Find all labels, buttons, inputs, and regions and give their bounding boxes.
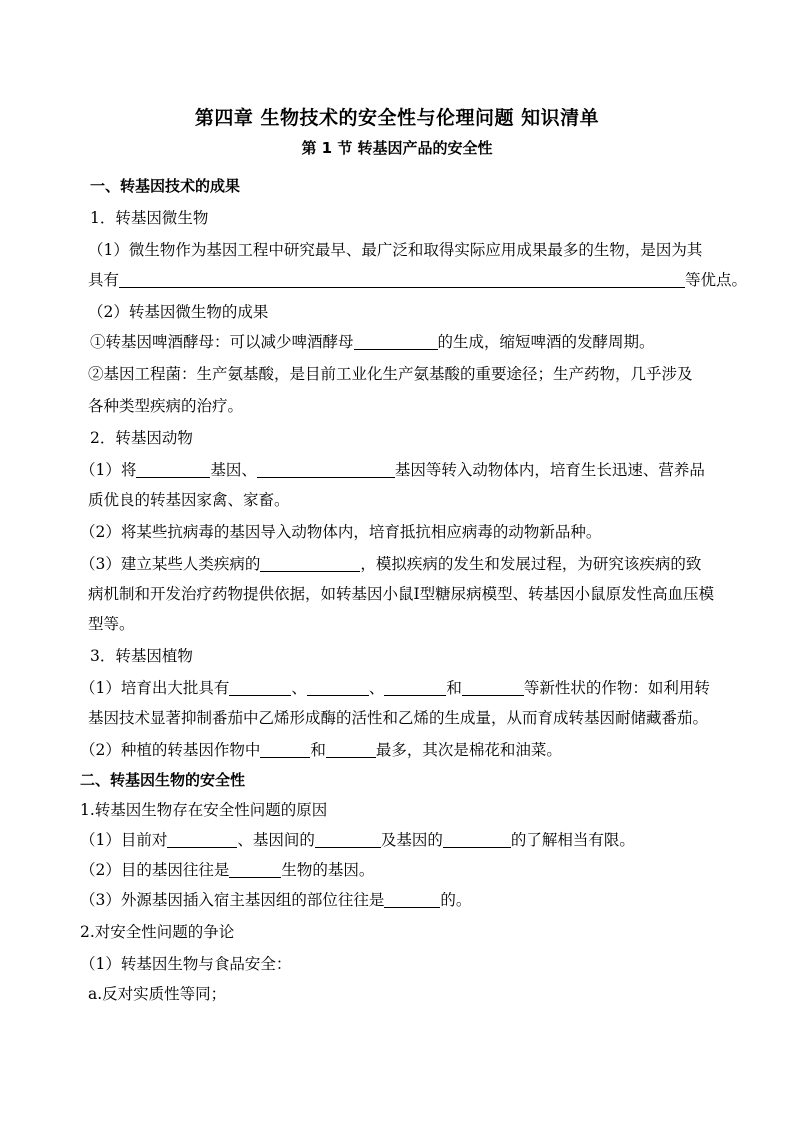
paragraph-animals-2: （2）将某些抗病毒的基因导入动物体内，培育抵抗相应病毒的动物新品种。: [80, 523, 602, 541]
fill-blank[interactable]: [462, 678, 524, 696]
text: ，模拟疾病的发生和发展过程，为研究该疾病的致: [360, 555, 702, 573]
text: 、: [368, 679, 385, 697]
paragraph-microbes-1a: （1）微生物作为基因工程中研究最早、最广泛和取得实际应用成果最多的生物，是因为其: [88, 241, 703, 259]
paragraph-debate-2: a.反对实质性等同；: [88, 985, 227, 1003]
text: 的。: [440, 891, 472, 909]
text: 基因、: [210, 461, 257, 479]
paragraph-engineered-bacteria-b: 各种类型疾病的治疗。: [88, 397, 244, 415]
fill-blank[interactable]: [326, 740, 376, 758]
subheading-reasons: 1.转基因生物存在安全性问题的原因: [80, 801, 328, 819]
paragraph-plants-2: [80, 740, 562, 760]
text: 、: [291, 679, 307, 697]
paragraph-debate-1: （1）转基因生物与食品安全：: [80, 955, 292, 973]
paragraph-reasons-2: [80, 860, 374, 880]
text: ①转基因啤酒酵母：可以减少啤酒酵母: [90, 333, 354, 351]
fill-blank[interactable]: [229, 860, 281, 878]
paragraph-microbes-1b: [88, 270, 747, 290]
text: 和: [446, 679, 462, 697]
paragraph-plants-1a: [80, 678, 710, 698]
paragraph-reasons-1: [80, 830, 635, 850]
text: （2）种植的转基因作物中: [80, 741, 261, 759]
text: 生物的基因。: [281, 861, 375, 879]
paragraph-engineered-bacteria-a: ②基因工程菌：生产氨基酸，是目前工业化生产氨基酸的重要途径；生产药物，几乎涉及: [88, 365, 693, 383]
text: （3）建立某些人类疾病的: [80, 555, 261, 573]
text: （3）外源基因插入宿主基因组的部位往往是: [80, 891, 385, 909]
text: 的了解相当有限。: [510, 831, 635, 849]
fill-blank[interactable]: [260, 554, 360, 572]
text: （1）培育出大批具有: [80, 679, 230, 697]
subheading-animals: 2．转基因动物: [90, 429, 193, 447]
text: 和: [310, 741, 326, 759]
section-subtitle: 第 1 节 转基因产品的安全性: [301, 139, 493, 157]
text: 最多，其次是棉花和油菜。: [375, 741, 562, 759]
fill-blank[interactable]: [307, 678, 369, 696]
text: （2）目的基因往往是: [80, 861, 230, 879]
fill-blank[interactable]: [354, 332, 438, 350]
paragraph-animals-3c: 型等。: [88, 615, 135, 633]
fill-blank[interactable]: [443, 830, 511, 848]
subheading-debate: 2.对安全性问题的争论: [80, 923, 235, 941]
text: （1）将: [80, 461, 137, 479]
paragraph-microbes-2: （2）转基因微生物的成果: [88, 303, 269, 321]
fill-blank[interactable]: [260, 740, 310, 758]
fill-blank[interactable]: [119, 270, 685, 288]
subheading-plants: 3．转基因植物: [90, 647, 193, 665]
text: 基因等转入动物体内，培育生长迅速、营养品: [394, 461, 705, 479]
fill-blank[interactable]: [229, 678, 291, 696]
paragraph-animals-1b: 质优良的转基因家禽、家畜。: [88, 491, 290, 509]
subheading-microbes: 1．转基因微生物: [90, 209, 209, 227]
heading-safety: 二、转基因生物的安全性: [80, 771, 246, 789]
text: 的生成，缩短啤酒的发酵周期。: [437, 333, 655, 351]
paragraph-reasons-3: [80, 890, 471, 910]
paragraph-yeast: [90, 332, 655, 352]
fill-blank[interactable]: [167, 830, 237, 848]
text: 、基因间的: [237, 831, 315, 849]
fill-blank[interactable]: [136, 460, 210, 478]
paragraph-animals-3b: 病机制和开发治疗药物提供依据，如转基因小鼠Ⅰ型糖尿病模型、转基因小鼠原发性高血压模: [88, 585, 715, 603]
text: 具有: [88, 271, 120, 289]
text: 等新性状的作物：如利用转: [523, 679, 710, 697]
fill-blank[interactable]: [257, 460, 395, 478]
paragraph-animals-3a: [80, 554, 701, 574]
paragraph-animals-1a: [80, 460, 705, 480]
fill-blank[interactable]: [315, 830, 381, 848]
text: （1）目前对: [80, 831, 168, 849]
paragraph-plants-1b: 基因技术显著抑制番茄中乙烯形成酶的活性和乙烯的生成量，从而育成转基因耐储藏番茄。: [88, 709, 709, 727]
heading-achievements: 一、转基因技术的成果: [90, 177, 241, 195]
text: 等优点。: [685, 271, 748, 289]
page-title: 第四章 生物技术的安全性与伦理问题 知识清单: [194, 107, 600, 129]
fill-blank[interactable]: [384, 678, 446, 696]
fill-blank[interactable]: [384, 890, 440, 908]
text: 及基因的: [380, 831, 443, 849]
